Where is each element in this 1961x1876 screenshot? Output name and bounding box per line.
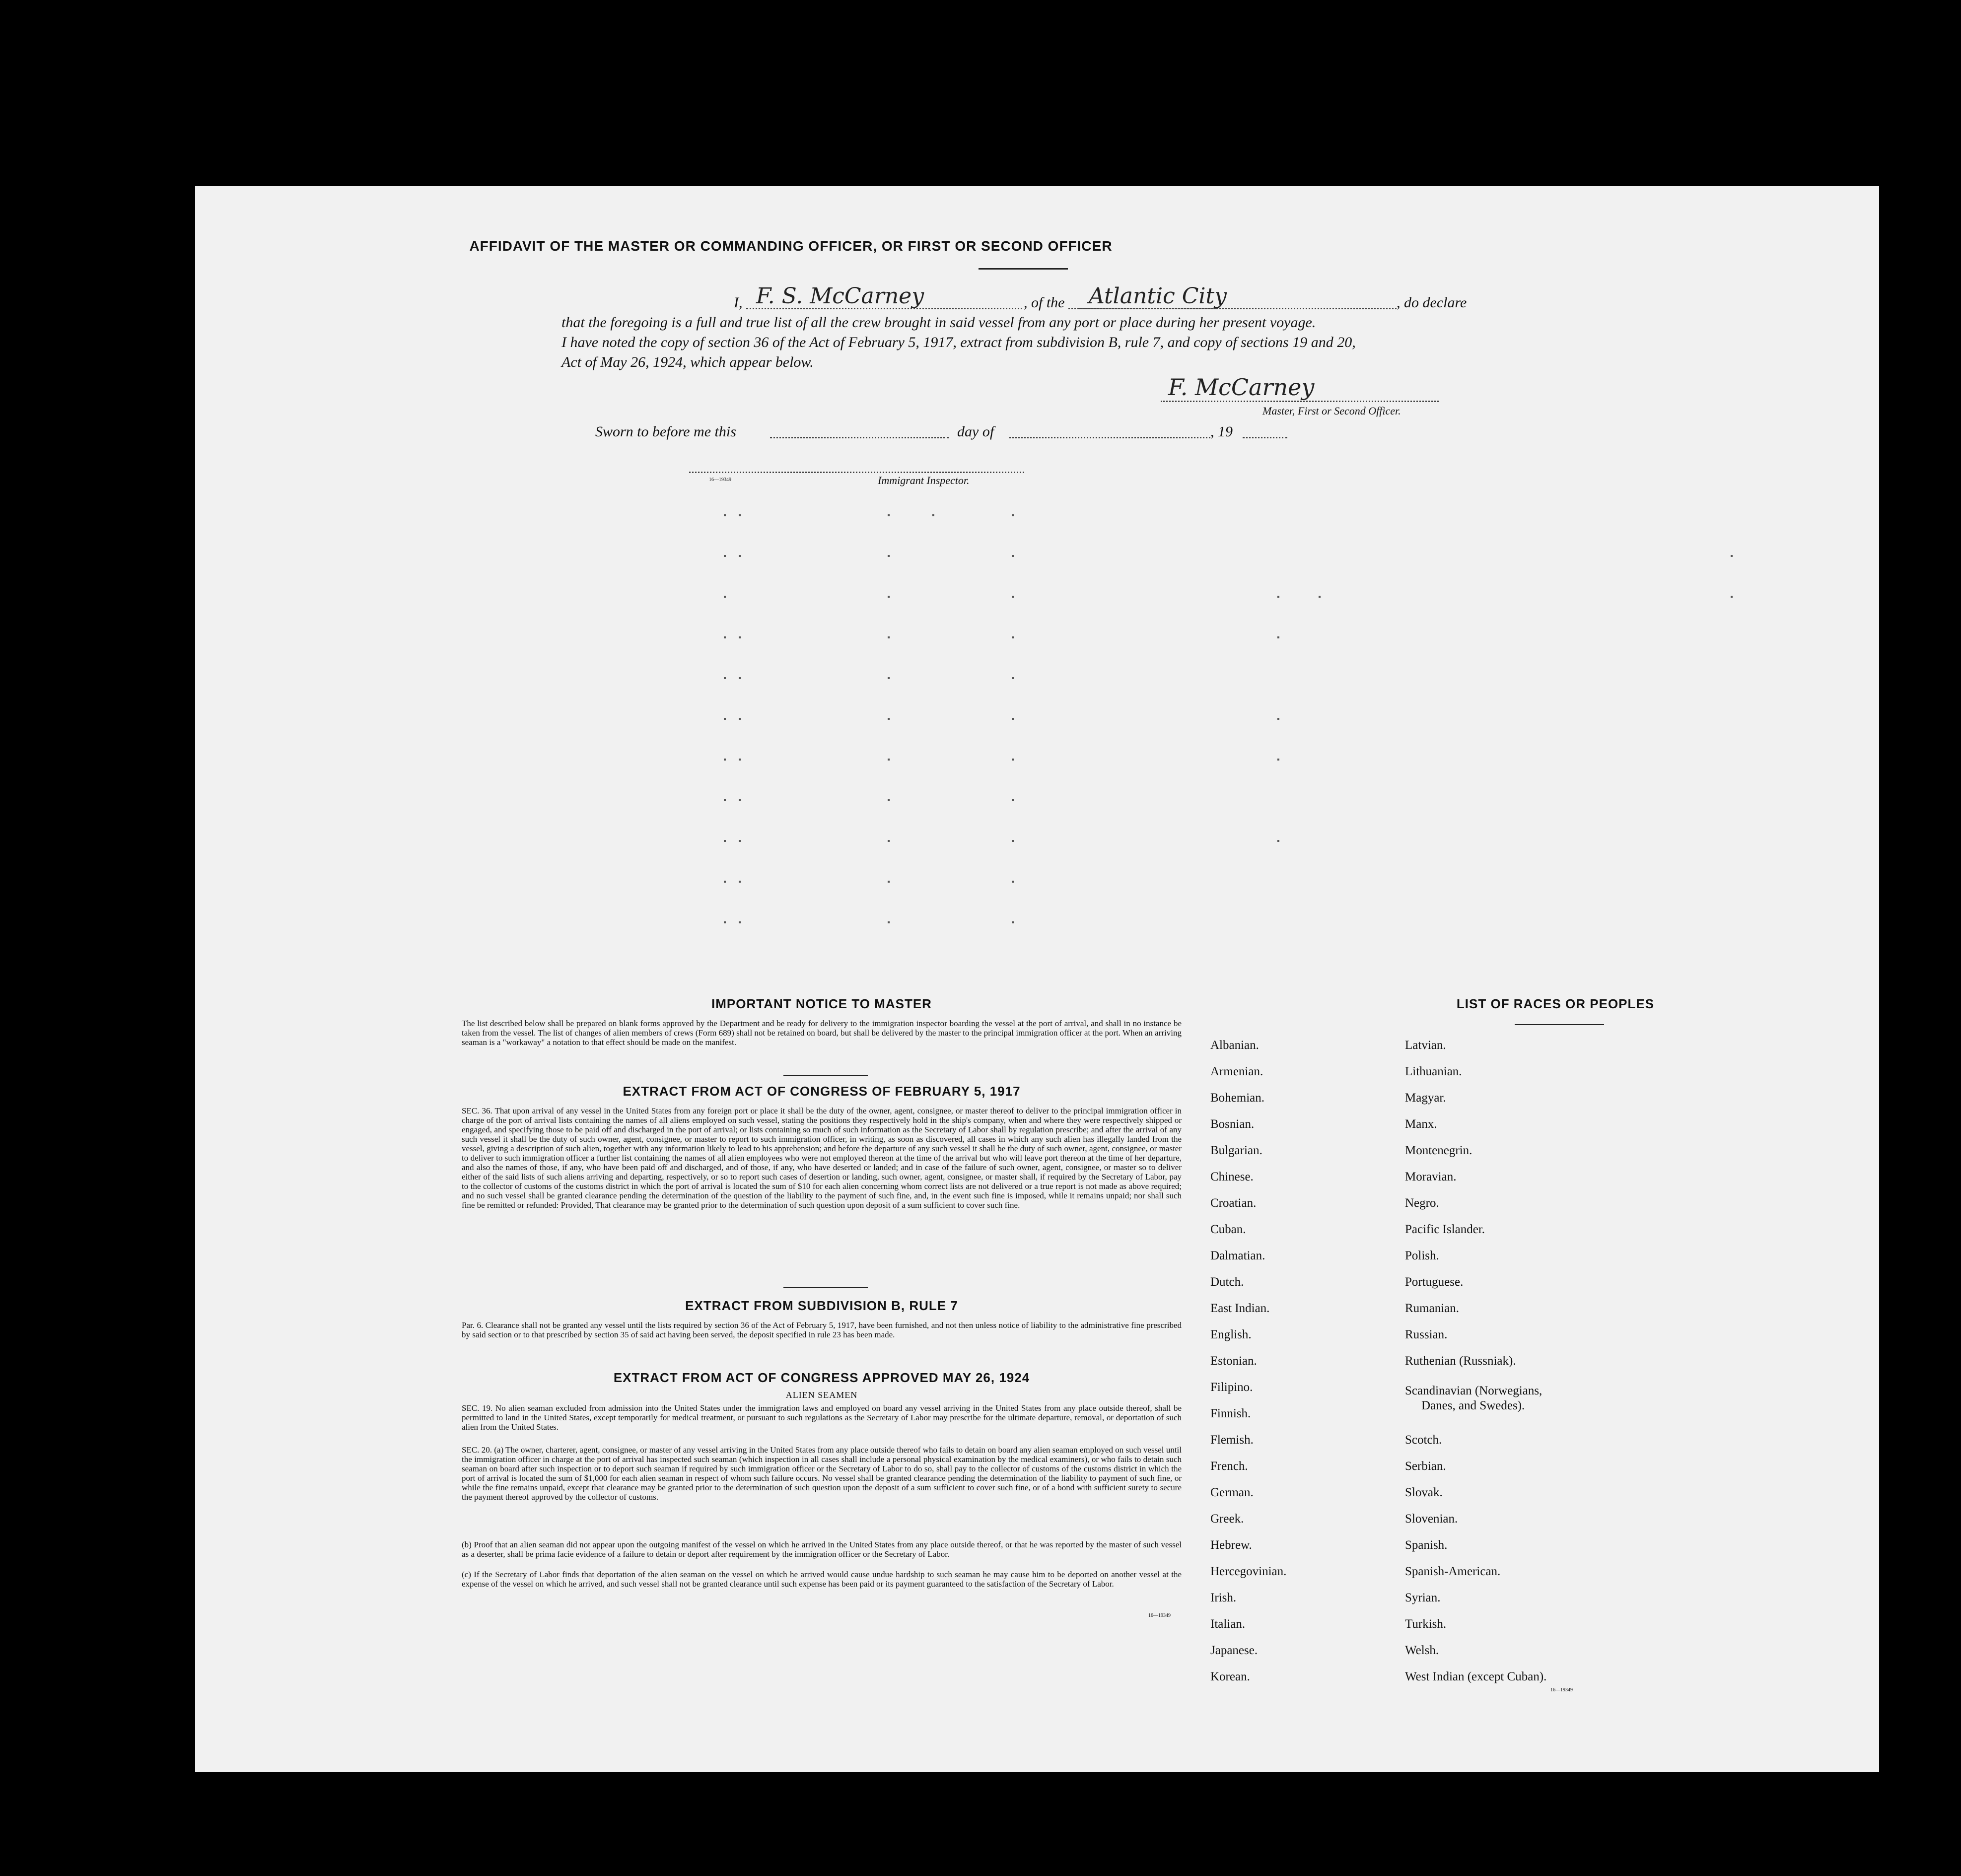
notice-title: IMPORTANT NOTICE TO MASTER (711, 996, 932, 1011)
sworn-month-field (1009, 437, 1210, 438)
bleed-mark (888, 718, 890, 720)
sworn-year-field (1243, 437, 1287, 438)
race-right: Russian. (1405, 1328, 1448, 1341)
bleed-mark (739, 799, 741, 801)
race-right: Moravian. (1405, 1170, 1457, 1183)
race-right: Latvian. (1405, 1039, 1446, 1052)
bleed-mark (724, 514, 726, 516)
race-left: Croatian. (1210, 1196, 1257, 1210)
race-left: Bosnian. (1210, 1117, 1255, 1131)
affidavit-title: AFFIDAVIT OF THE MASTER OR COMMANDING OFFICER, OR FIRST OR SECOND OFFICER (469, 238, 1113, 254)
bleed-mark (739, 514, 741, 516)
bleed-mark (888, 596, 890, 598)
sec-20a-text: SEC. 20. (a) The owner, charterer, agent, consignee, or master of any vessel arriving in the United States from any place outside thereof who fails to detain on board any alien seaman employed on such vessel until the immigration officer in charge at the port of arrival has inspected such seaman (which inspection in all cases shall include a personal physical examination by the medical examiners), or who fails to detain such seaman on board after such inspection or to deport such seaman if required by such immigration officer or the Secretary of Labor to do so, shall pay to the collector of customs of the customs district in which the port of arrival is located the sum of $1,000 for each alien seaman in respect of whom such failure occurs. No vessel shall be granted clearance pending the determination of the liability to payment of such fine, or while the fine remains unpaid, except that clearance may be granted prior to the determination of such question upon the deposit of a sum sufficient to cover such fine, or of a bond with sufficient surety to secure the payment thereof approved by the collector of customs. (462, 1445, 1182, 1502)
bleed-mark (724, 718, 726, 720)
race-right: Portuguese. (1405, 1275, 1464, 1289)
race-left: Estonian. (1210, 1354, 1257, 1368)
alien-seamen-subtitle: ALIEN SEAMEN (785, 1390, 858, 1400)
bleed-mark (888, 840, 890, 842)
race-right: Manx. (1405, 1117, 1437, 1131)
divider (1515, 1024, 1604, 1025)
bleed-mark (724, 881, 726, 883)
bleed-mark (1731, 596, 1733, 598)
bleed-mark (1012, 799, 1014, 801)
bleed-mark (739, 921, 741, 923)
bleed-mark (888, 555, 890, 557)
race-left: East Indian. (1210, 1302, 1270, 1315)
bleed-mark (724, 677, 726, 679)
sworn-day-field (770, 437, 949, 438)
sworn-label: Sworn to before me this (595, 423, 736, 440)
bleed-mark (724, 840, 726, 842)
form-number-left: 16—19349 (1148, 1613, 1171, 1618)
year-label: , 19 (1210, 423, 1233, 440)
race-right: Slovenian. (1405, 1512, 1458, 1526)
race-right: Spanish-American. (1405, 1565, 1501, 1578)
race-right: Lithuanian. (1405, 1065, 1462, 1078)
races-title: LIST OF RACES OR PEOPLES (1456, 996, 1655, 1011)
race-left: German. (1210, 1486, 1254, 1499)
race-left: Cuban. (1210, 1223, 1246, 1236)
bleed-mark (1319, 596, 1321, 598)
race-right: Welsh. (1405, 1644, 1439, 1657)
race-right: Polish. (1405, 1249, 1439, 1262)
bleed-mark (739, 677, 741, 679)
race-right: Slovak. (1405, 1486, 1443, 1499)
bleed-mark (888, 677, 890, 679)
race-left: Bohemian. (1210, 1091, 1265, 1105)
race-right: Magyar. (1405, 1091, 1446, 1105)
bleed-mark (739, 759, 741, 761)
bleed-mark (1277, 636, 1279, 638)
divider (783, 1075, 868, 1076)
affidavit-line-3: I have noted the copy of section 36 of the Act of February 5, 1917, extract from subdivision B, rule 7, and copy of sections 19 and 20, (561, 334, 1356, 350)
bleed-mark (1012, 718, 1014, 720)
bleed-mark (888, 759, 890, 761)
form-number-right: 16—19349 (1550, 1687, 1573, 1693)
bleed-mark (739, 555, 741, 557)
race-right: Scotch. (1405, 1433, 1442, 1447)
race-right: Spanish. (1405, 1538, 1448, 1552)
bleed-mark (1277, 596, 1279, 598)
race-left: Hercegovinian. (1210, 1565, 1287, 1578)
subdivision-b-title: EXTRACT FROM SUBDIVISION B, RULE 7 (685, 1298, 958, 1313)
affidavit-i-label: I, (734, 294, 743, 311)
race-left: Japanese. (1210, 1644, 1258, 1657)
race-left: Greek. (1210, 1512, 1244, 1526)
bleed-mark (888, 799, 890, 801)
bleed-mark (1012, 840, 1014, 842)
bleed-mark (1012, 677, 1014, 679)
day-of-label: day of (957, 423, 994, 440)
bleed-mark (1012, 636, 1014, 638)
sec-20c-text: (c) If the Secretary of Labor finds that deportation of the alien seaman on the vessel on which he arrived would cause undue hardship to such seaman he may cause him to be deported on another vessel at the expense of the vessel on which he arrived, and such vessel shall not be granted clearance until such expense has been paid or its payment guaranteed to the satisfaction of the Secretary of Labor. (462, 1570, 1182, 1589)
document-page (195, 186, 1879, 1772)
bleed-mark (1731, 555, 1733, 557)
affidavit-line-2: that the foregoing is a full and true list of all the crew brought in said vessel from any port or place during her present voyage. (561, 314, 1316, 331)
race-right: Rumanian. (1405, 1302, 1460, 1315)
inspector-label: Immigrant Inspector. (878, 474, 970, 486)
race-right: Ruthenian (Russniak). (1405, 1354, 1516, 1368)
sec-20b-text: (b) Proof that an alien seaman did not appear upon the outgoing manifest of the vessel on which he arrived in the United States from any place outside thereof, or that he was reported by the master of such vessel as a deserter, shall be prima facie evidence of a failure to detain or deport after requirement by the immigration officer or the Secretary of Labor. (462, 1540, 1182, 1559)
race-left: Korean. (1210, 1670, 1250, 1683)
bleed-mark (1012, 596, 1014, 598)
race-left: Dalmatian. (1210, 1249, 1265, 1262)
race-right: Pacific Islander. (1405, 1223, 1485, 1236)
bleed-mark (888, 514, 890, 516)
signature-line (1161, 401, 1439, 402)
race-right: Syrian. (1405, 1591, 1441, 1604)
race-right: Negro. (1405, 1196, 1439, 1210)
extract-1924-title: EXTRACT FROM ACT OF CONGRESS APPROVED MAY 26, 1924 (613, 1370, 1030, 1385)
race-right: Danes, and Swedes). (1421, 1399, 1525, 1412)
bleed-mark (1277, 718, 1279, 720)
bleed-mark (1012, 555, 1014, 557)
race-left: French. (1210, 1459, 1248, 1473)
inspector-signature-line (689, 472, 1024, 473)
race-right: West Indian (except Cuban). (1405, 1670, 1547, 1683)
vessel-name-handwritten: Atlantic City (1089, 283, 1227, 309)
bleed-mark (1012, 514, 1014, 516)
race-right: Montenegrin. (1405, 1144, 1472, 1157)
bleed-mark (888, 636, 890, 638)
bleed-mark (724, 636, 726, 638)
race-left: Flemish. (1210, 1433, 1254, 1447)
bleed-mark (1277, 759, 1279, 761)
bleed-mark (932, 514, 934, 516)
bleed-mark (724, 555, 726, 557)
bleed-mark (724, 596, 726, 598)
notice-text: The list described below shall be prepared on blank forms approved by the Department and be ready for delivery to the immigration inspector boarding the vessel at the port of arrival, and shall in no instance be taken from the vessel. The list of changes of alien members of crews (Form 689) shall not be retained on board, but shall be delivered by the master to the principal immigration officer at the port. When an arriving seaman is a "workaway" a notation to that effect should be made on the manifest. (462, 1019, 1182, 1047)
extract-1917-title: EXTRACT FROM ACT OF CONGRESS OF FEBRUARY 5, 1917 (623, 1084, 1021, 1099)
race-left: Irish. (1210, 1591, 1237, 1604)
divider (783, 1287, 868, 1288)
race-right: Serbian. (1405, 1459, 1446, 1473)
race-left: Chinese. (1210, 1170, 1254, 1183)
bleed-mark (739, 718, 741, 720)
race-left: Hebrew. (1210, 1538, 1252, 1552)
bleed-mark (724, 921, 726, 923)
subdivision-b-text: Par. 6. Clearance shall not be granted any vessel until the lists required by section 36 of the Act of February 5, 1917, have been furnished, and not then unless notice of liability to the administrative fine prescribed by said section or to that prescribed by section 35 of said act having been served, the deposit specified in rule 23 has been made. (462, 1320, 1182, 1339)
bleed-mark (724, 759, 726, 761)
title-rule (979, 268, 1068, 270)
bleed-mark (724, 799, 726, 801)
bleed-mark (1277, 840, 1279, 842)
bleed-mark (1012, 881, 1014, 883)
race-left: Filipino. (1210, 1381, 1253, 1394)
race-left: Albanian. (1210, 1039, 1259, 1052)
race-right: Scandinavian (Norwegians, (1405, 1384, 1542, 1397)
race-left: English. (1210, 1328, 1252, 1341)
form-number-top: 16—19349 (709, 477, 731, 483)
of-the-label: , of the (1022, 294, 1067, 311)
race-left: Bulgarian. (1210, 1144, 1262, 1157)
bleed-mark (739, 636, 741, 638)
signature-caption: Master, First or Second Officer. (1262, 405, 1401, 417)
race-left: Italian. (1210, 1617, 1246, 1631)
bleed-mark (888, 921, 890, 923)
extract-1917-text: SEC. 36. That upon arrival of any vessel in the United States from any foreign port or place it shall be the duty of the owner, agent, consignee, or master thereof to deliver to the principal immigration officer in charge of the port of arrival lists containing the names of all aliens employed on such vessel, stating the positions they respectively hold in the ship's company, when and where they were respectively shipped or engaged, and specifying those to be paid off and discharged in the port of arrival; or lists containing so much of such information as the Secretary of Labor shall by regulation prescribe; and after the arrival of any such vessel it shall be the duty of such owner, agent, consignee, or master to report to such immigration officer, in writing, as soon as discovered, all cases in which any such alien has illegally landed from the vessel, giving a description of such alien, together with any information likely to lead to his apprehension; and before the departure of any such vessel it shall be the duty of such owner, agent, consignee, or master to deliver to such immigration officer a further list containing the names of all alien employees who were not employed thereon at the time of the arrival but who will leave port thereon at the time of her departure, and also the names of those, if any, who have been paid off and discharged, and of those, if any, who have deserted or landed; and in case of the failure of such owner, agent, consignee, or master so to deliver either of the said lists of such aliens arriving and departing, respectively, or so to report such cases of desertion or landing, such owner, agent, consignee, or master shall, if required by the Secretary of Labor, pay to the collector of customs of the customs district in which the port of arrival is located the sum of $10 for each alien concerning whom correct lists are not delivered or a true report is not made as above required; and no such vessel shall be granted clearance pending the determination of the question of the liability to the payment of such fine, and, in the event such fine is imposed, while it remains unpaid; nor shall such fine be remitted or refunded: Provided, That clearance may be granted prior to the determination of such question upon deposit of a sum sufficient to cover such fine. (462, 1106, 1182, 1210)
affidavit-line-4: Act of May 26, 1924, which appear below. (561, 354, 814, 370)
bleed-mark (739, 881, 741, 883)
race-left: Finnish. (1210, 1407, 1251, 1420)
race-left: Armenian. (1210, 1065, 1263, 1078)
sec-19-text: SEC. 19. No alien seaman excluded from admission into the United States under the immigration laws and employed on board any vessel arriving in the United States from any place outside thereof, shall be permitted to land in the United States, except temporarily for medical treatment, or pursuant to such regulations as the Secretary of Labor may prescribe for the ultimate departure, removal, or deportation of such alien from the United States. (462, 1403, 1182, 1432)
bleed-mark (1012, 921, 1014, 923)
bleed-mark (888, 881, 890, 883)
bleed-mark (1012, 759, 1014, 761)
master-name-handwritten: F. S. McCarney (756, 283, 924, 309)
master-signature: F. McCarney (1168, 374, 1315, 401)
race-left: Dutch. (1210, 1275, 1244, 1289)
do-declare-label: , do declare (1397, 294, 1467, 311)
race-right: Turkish. (1405, 1617, 1447, 1631)
bleed-mark (739, 840, 741, 842)
